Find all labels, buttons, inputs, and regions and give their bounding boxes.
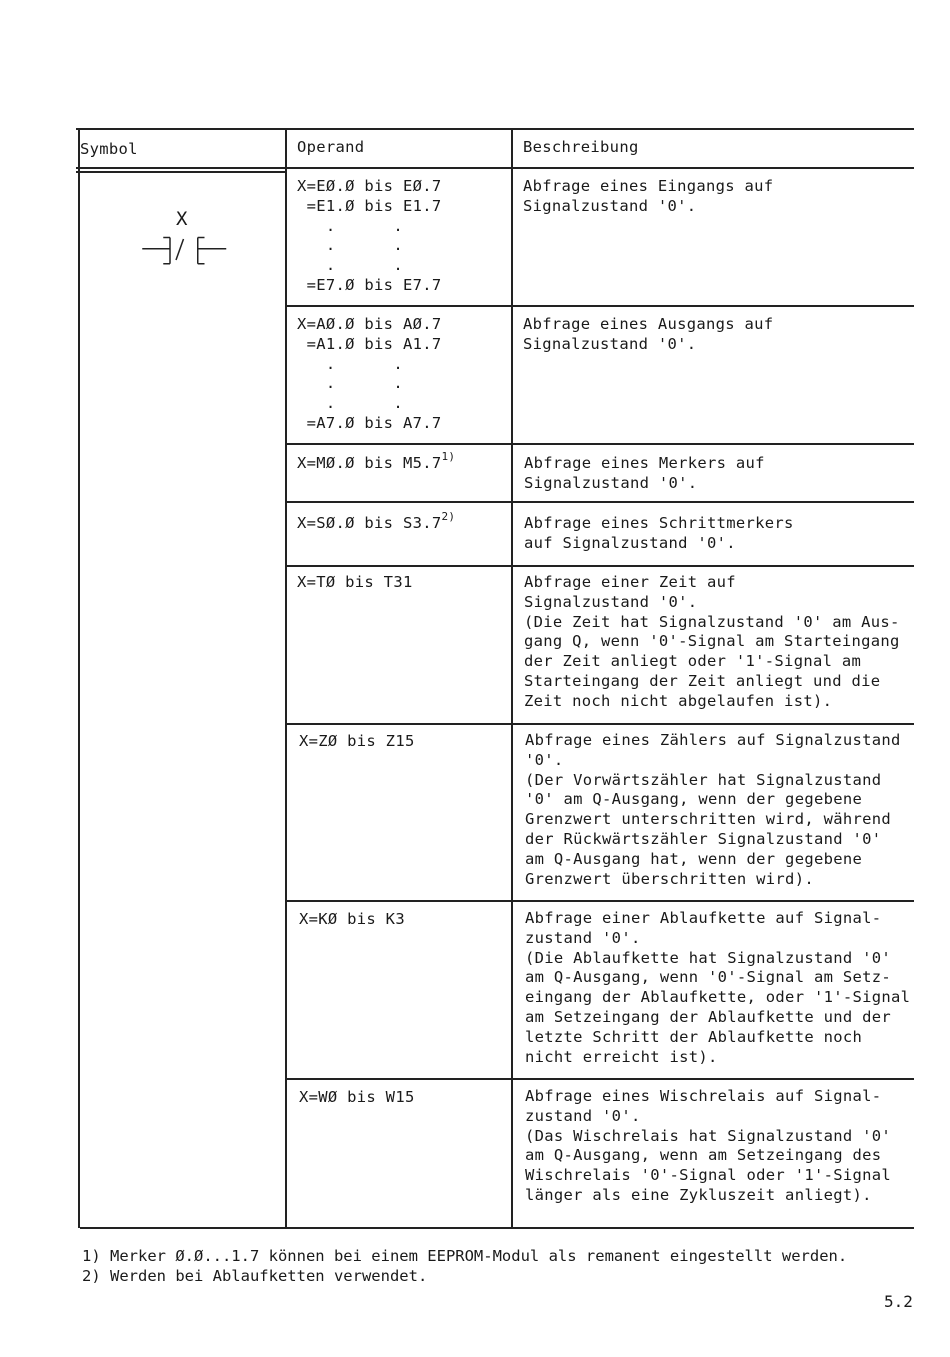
operand-cell (297, 510, 456, 535)
operand-cell: X=AØ.Ø bis AØ.7 =A1.Ø bis A1.7 . . . . . . =A7.Ø bis A7.7 (297, 315, 442, 432)
description-cell: Abfrage eines Wischrelais auf Signal- zustand '0'. (Das Wischrelais hat Signalzustand '0' am Q-Ausgang, wenn am Setzeingang des Wischrelais '0'-Signal oder '1'-Signal länger als eine Zykluszeit anliegt). (525, 1087, 892, 1204)
normally-closed-contact-symbol (120, 230, 250, 290)
operand-cell: X=WØ bis W15 (299, 1088, 415, 1106)
operand-text: X=MØ.Ø bis M5.7 (297, 454, 442, 472)
symbol-header-rule (76, 171, 286, 173)
page-number: 5.2 (884, 1292, 913, 1311)
header-symbol: Symbol (80, 140, 138, 158)
header-bottom-rule (76, 167, 914, 169)
row-separator (285, 1078, 914, 1080)
description-cell: Abfrage eines Eingangs auf Signalzustand '0'. (523, 177, 774, 215)
row-separator (285, 565, 914, 567)
operand-cell (297, 450, 456, 475)
footnotes (82, 1246, 847, 1286)
operand-text: X=SØ.Ø bis S3.7 (297, 514, 442, 532)
operand-cell: X=ZØ bis Z15 (299, 732, 415, 750)
operand-cell: X=TØ bis T31 (297, 573, 413, 591)
footnote-2: 2) Werden bei Ablaufketten verwendet. (82, 1267, 428, 1285)
description-column-border (511, 128, 513, 1228)
footnote-1: 1) Merker Ø.Ø...1.7 können bei einem EEPROM-Modul als remanent eingestellt werden. (82, 1247, 848, 1265)
table-top-rule (76, 128, 914, 130)
description-cell: Abfrage eines Ausgangs auf Signalzustand '0'. (523, 315, 774, 353)
description-cell: Abfrage einer Ablaufkette auf Signal- zustand '0'. (Die Ablaufkette hat Signalzustand '0' am Q-Ausgang, wenn '0'-Signal am Setz- eingang der Ablaufkette, oder '1'-Signal am Setzeingang der Ablaufkette und der letzte Schritt der Ablaufkette noch nicht erreicht ist). (525, 909, 911, 1066)
footnote-ref: 1) (441, 450, 456, 463)
symbol-label: X (176, 208, 188, 230)
operand-cell: X=EØ.Ø bis EØ.7 =E1.Ø bis E1.7 . . . . . . =E7.Ø bis E7.7 (297, 177, 442, 294)
footnote-ref: 2) (441, 510, 456, 523)
table-left-border (78, 128, 80, 1228)
description-cell: Abfrage eines Schrittmerkers auf Signalzustand '0'. (524, 514, 794, 552)
description-cell: Abfrage eines Merkers auf Signalzustand '0'. (524, 454, 765, 492)
row-separator (285, 501, 914, 503)
description-cell: Abfrage eines Zählers auf Signalzustand '0'. (Der Vorwärtszähler hat Signalzustand '0' am Q-Ausgang, wenn der gegebene Grenzwert unterschritten wird, während der Rückwärtszähler Signalzustand '0' am Q-Ausgang hat, wenn der gegebene Grenzwert überschritten wird). (525, 731, 901, 888)
row-separator (285, 900, 914, 902)
operand-cell: X=KØ bis K3 (299, 910, 405, 928)
table-bottom-rule (80, 1227, 914, 1229)
row-separator (285, 305, 914, 307)
row-separator (285, 723, 914, 725)
header-description: Beschreibung (523, 138, 639, 156)
description-cell: Abfrage einer Zeit auf Signalzustand '0'. (Die Zeit hat Signalzustand '0' am Aus- gang Q, wenn '0'-Signal am Starteingang der Zeit anliegt oder '1'-Signal am Starteingang der Zeit anliegt und die Zeit noch nicht abgelaufen ist). (524, 573, 900, 710)
operand-column-border (285, 128, 287, 1228)
header-operand: Operand (297, 138, 365, 156)
row-separator (285, 443, 914, 445)
